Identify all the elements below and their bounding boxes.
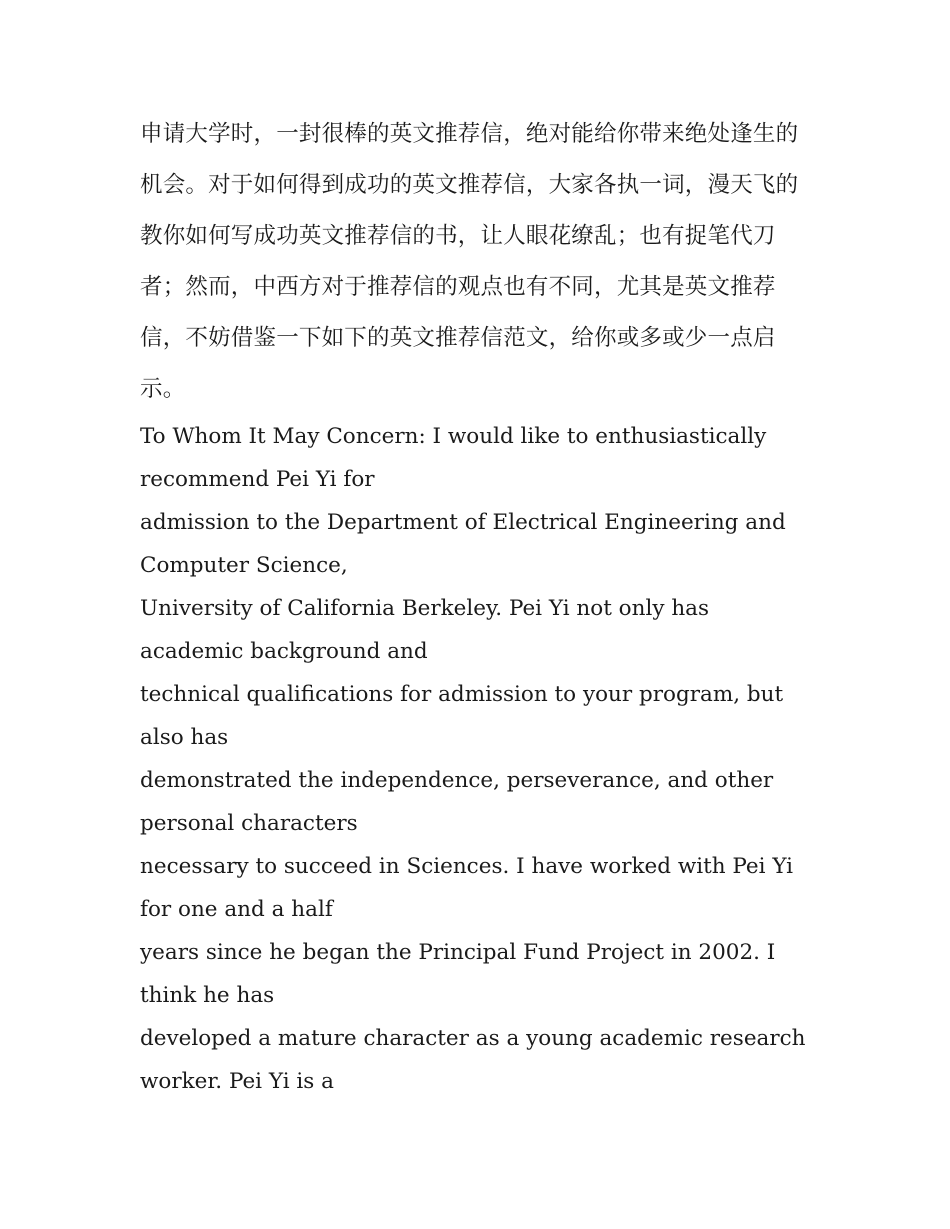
letter-line: To Whom It May Concern: I would like to enthusiastically recommend Pei Yi for: [140, 424, 767, 492]
recommendation-letter: [140, 415, 815, 1103]
document-body: [140, 109, 815, 1103]
letter-line: University of California Berkeley. Pei Yi not only has academic background and: [140, 596, 710, 664]
letter-line: years since he began the Principal Fund Project in 2002. I think he has: [140, 940, 776, 1008]
intro-paragraph-zh: 申请大学时，一封很棒的英文推荐信，绝对能给你带来绝处逢生的机会。对于如何得到成功的英文推荐信，大家各执一词，漫天飞的教你如何写成功英文推荐信的书，让人眼花缭乱；也有捉笔代刀者；然而，中西方对于推荐信的观点也有不同，尤其是英文推荐信，不妨借鉴一下如下的英文推荐信范文，给你或多或少一点启示。: [140, 121, 799, 402]
letter-line: admission to the Department of Electrical Engineering and Computer Science,: [140, 510, 786, 578]
letter-line: demonstrated the independence, perseverance, and other personal characters: [140, 768, 774, 836]
letter-line: technical qualifications for admission to your program, but also has: [140, 682, 784, 750]
letter-line: necessary to succeed in Sciences. I have worked with Pei Yi for one and a half: [140, 854, 794, 922]
letter-line: developed a mature character as a young academic research worker. Pei Yi is a: [140, 1026, 806, 1094]
